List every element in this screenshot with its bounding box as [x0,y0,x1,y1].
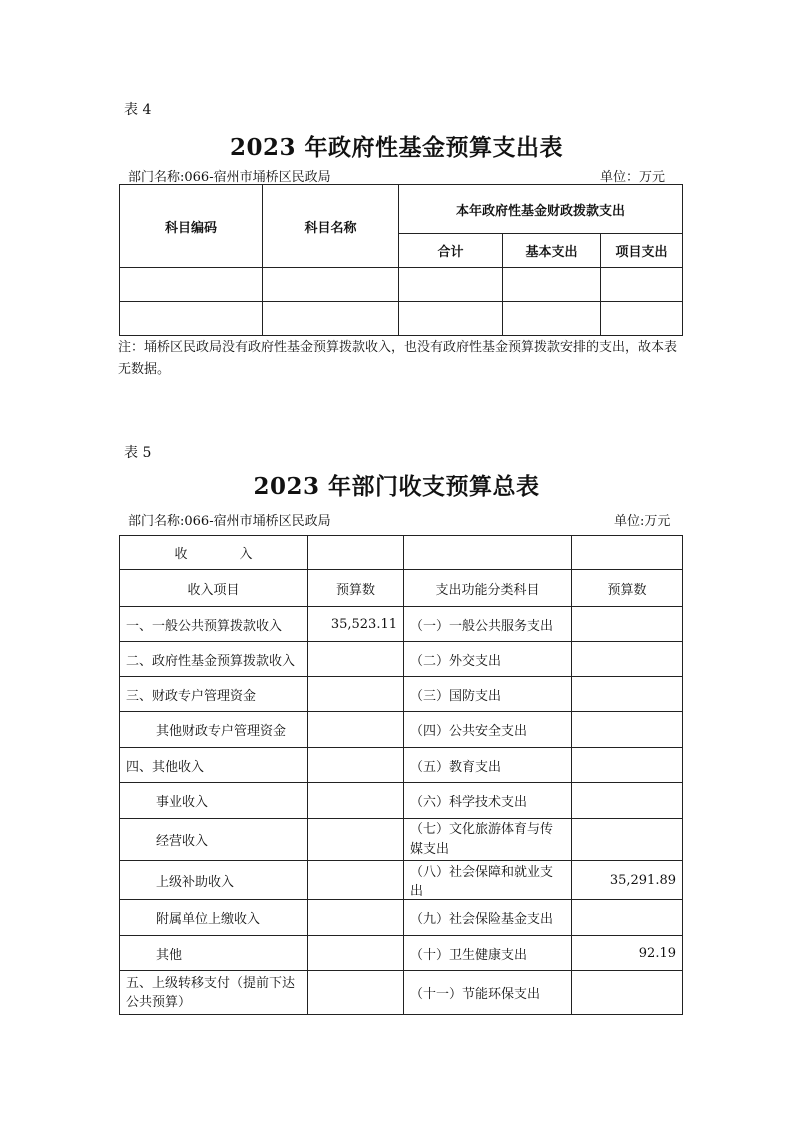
header-project-expense: 项目支出 [601,234,683,268]
table-row [120,268,683,302]
header-basic-expense: 基本支出 [503,234,601,268]
table-row [120,302,683,336]
table-row: 四、其他收入 （五）教育支出 [120,748,683,783]
table4-unit: 单位：万元 [600,170,666,185]
table-row: 三、财政专户管理资金 （三）国防支出 [120,677,683,712]
table-row: 二、政府性基金预算拨款收入 （二）外交支出 [120,642,683,677]
table4-department: 部门名称:066-宿州市埇桥区民政局 [128,170,331,185]
col-expense-budget: 预算数 [572,570,683,607]
table4-title: 2023 年政府性基金预算支出表 [229,134,564,161]
col-income-item: 收入项目 [120,570,308,607]
header-subject-code: 科目编码 [120,185,263,268]
table5-unit: 单位:万元 [614,514,671,529]
table4-tag: 表 4 [124,102,152,118]
table5-department: 部门名称:066-宿州市埇桥区民政局 [128,514,331,529]
table-row: 其他 （十）卫生健康支出 92.19 [120,936,683,971]
table-row: 其他财政专户管理资金 （四）公共安全支出 [120,712,683,748]
table4 [119,184,683,336]
header-fund-expense: 本年政府性基金财政拨款支出 [399,185,683,234]
table5-tag: 表 5 [124,445,152,461]
col-expense-item: 支出功能分类科目 [404,570,572,607]
header-subject-name: 科目名称 [263,185,399,268]
table-row: 附属单位上缴收入 （九）社会保险基金支出 [120,900,683,936]
table-row: 五、上级转移支付（提前下达公共预算） （十一）节能环保支出 [120,971,683,1015]
table-row: 经营收入 （七）文化旅游体育与传媒支出 [120,819,683,861]
table-row: 事业收入 （六）科学技术支出 [120,783,683,819]
income-header: 收 入 [120,536,308,570]
table5 [119,535,683,1015]
table4-note: 注：埇桥区民政局没有政府性基金预算拨款收入，也没有政府性基金预算拨款安排的支出，故本表无数据。 [118,340,678,377]
table5-title: 2023 年部门收支预算总表 [253,473,540,500]
col-income-budget: 预算数 [308,570,404,607]
header-total: 合计 [399,234,503,268]
table-row: 一、一般公共预算拨款收入 35,523.11 （一）一般公共服务支出 [120,607,683,642]
table-row: 上级补助收入 （八）社会保障和就业支出 35,291.89 [120,861,683,900]
